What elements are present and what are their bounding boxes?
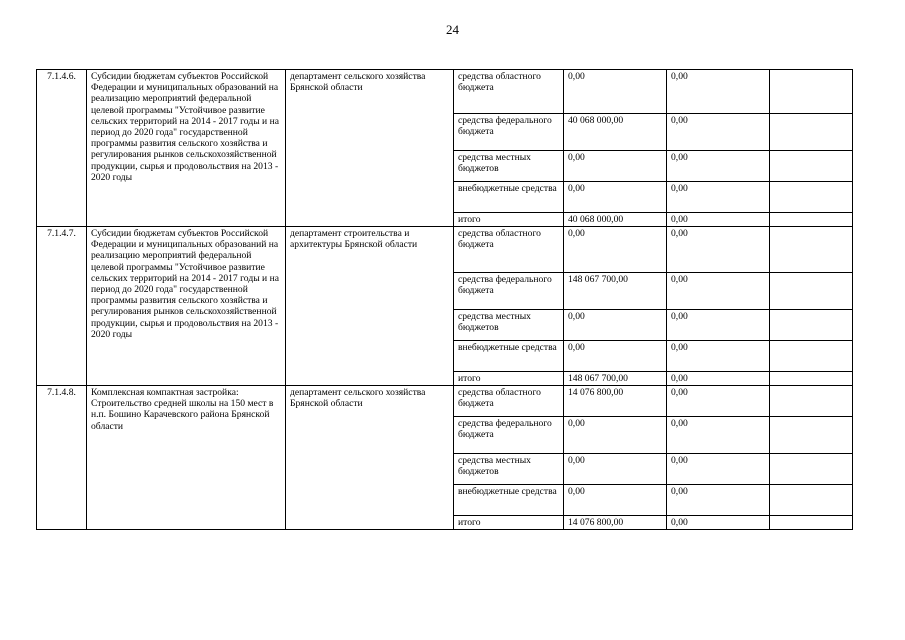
- amount-2: 0,00: [667, 485, 770, 516]
- amount-1: 0,00: [564, 485, 667, 516]
- amount-3: [770, 182, 853, 213]
- table-row: [37, 70, 853, 114]
- table-row: [37, 386, 853, 417]
- funding-source: средства федерального бюджета: [454, 114, 564, 151]
- item-executor: департамент строительства и архитектуры Брянской области: [286, 227, 454, 386]
- budget-table: [36, 69, 853, 530]
- funding-source: внебюджетные средства: [454, 341, 564, 372]
- amount-3: [770, 114, 853, 151]
- amount-2: 0,00: [667, 70, 770, 114]
- amount-3: [770, 372, 853, 386]
- amount-1: 0,00: [564, 454, 667, 485]
- amount-2: 0,00: [667, 454, 770, 485]
- item-executor: департамент сельского хозяйства Брянской области: [286, 386, 454, 530]
- amount-3: [770, 227, 853, 273]
- amount-2: 0,00: [667, 182, 770, 213]
- item-number: 7.1.4.8.: [37, 386, 87, 530]
- amount-1: 14 076 800,00: [564, 386, 667, 417]
- funding-source: средства местных бюджетов: [454, 454, 564, 485]
- amount-1: 40 068 000,00: [564, 114, 667, 151]
- funding-source: средства федерального бюджета: [454, 273, 564, 310]
- funding-source: внебюджетные средства: [454, 485, 564, 516]
- funding-source: средства областного бюджета: [454, 386, 564, 417]
- funding-source: средства местных бюджетов: [454, 151, 564, 182]
- amount-2: 0,00: [667, 386, 770, 417]
- amount-1: 148 067 700,00: [564, 372, 667, 386]
- amount-2: 0,00: [667, 341, 770, 372]
- amount-1: 40 068 000,00: [564, 213, 667, 227]
- amount-3: [770, 341, 853, 372]
- funding-source: средства областного бюджета: [454, 227, 564, 273]
- amount-2: 0,00: [667, 227, 770, 273]
- item-description: Комплексная компактная застройка: Строительство средней школы на 150 мест в н.п. Бошино Карачевского района Брянской области: [87, 386, 286, 530]
- amount-3: [770, 454, 853, 485]
- amount-3: [770, 151, 853, 182]
- funding-source: внебюджетные средства: [454, 182, 564, 213]
- funding-source: средства федерального бюджета: [454, 417, 564, 454]
- amount-1: 148 067 700,00: [564, 273, 667, 310]
- funding-source-total: итого: [454, 372, 564, 386]
- amount-3: [770, 213, 853, 227]
- item-description: Субсидии бюджетам субъектов Российской Федерации и муниципальных образований на реализацию мероприятий федеральной целевой программы "Устойчивое развитие сельских территорий на 2014 - 2017 годы и на период до 2020 года" государственной программы развития сельского хозяйства и регулирования рынков сельскохозяйственной продукции, сырья и продовольствия на 2013 - 2020 годы: [87, 227, 286, 386]
- amount-2: 0,00: [667, 213, 770, 227]
- amount-3: [770, 70, 853, 114]
- funding-source: средства областного бюджета: [454, 70, 564, 114]
- amount-1: 0,00: [564, 151, 667, 182]
- amount-2: 0,00: [667, 273, 770, 310]
- amount-3: [770, 386, 853, 417]
- amount-2: 0,00: [667, 417, 770, 454]
- amount-3: [770, 485, 853, 516]
- funding-source-total: итого: [454, 516, 564, 530]
- item-number: 7.1.4.7.: [37, 227, 87, 386]
- page-number: 24: [446, 22, 459, 37]
- amount-1: 0,00: [564, 70, 667, 114]
- amount-2: 0,00: [667, 516, 770, 530]
- funding-source: средства местных бюджетов: [454, 310, 564, 341]
- amount-3: [770, 310, 853, 341]
- table-row: [37, 227, 853, 273]
- amount-3: [770, 273, 853, 310]
- amount-1: 14 076 800,00: [564, 516, 667, 530]
- amount-1: 0,00: [564, 182, 667, 213]
- amount-2: 0,00: [667, 151, 770, 182]
- amount-3: [770, 516, 853, 530]
- amount-1: 0,00: [564, 227, 667, 273]
- amount-2: 0,00: [667, 310, 770, 341]
- amount-1: 0,00: [564, 310, 667, 341]
- amount-3: [770, 417, 853, 454]
- item-executor: департамент сельского хозяйства Брянской области: [286, 70, 454, 227]
- item-number: 7.1.4.6.: [37, 70, 87, 227]
- amount-1: 0,00: [564, 417, 667, 454]
- amount-2: 0,00: [667, 372, 770, 386]
- funding-source-total: итого: [454, 213, 564, 227]
- item-description: Субсидии бюджетам субъектов Российской Федерации и муниципальных образований на реализацию мероприятий федеральной целевой программы "Устойчивое развитие сельских территорий на 2014 - 2017 годы и на период до 2020 года" государственной программы развития сельского хозяйства и регулирования рынков сельскохозяйственной продукции, сырья и продовольствия на 2013 - 2020 годы: [87, 70, 286, 227]
- amount-1: 0,00: [564, 341, 667, 372]
- amount-2: 0,00: [667, 114, 770, 151]
